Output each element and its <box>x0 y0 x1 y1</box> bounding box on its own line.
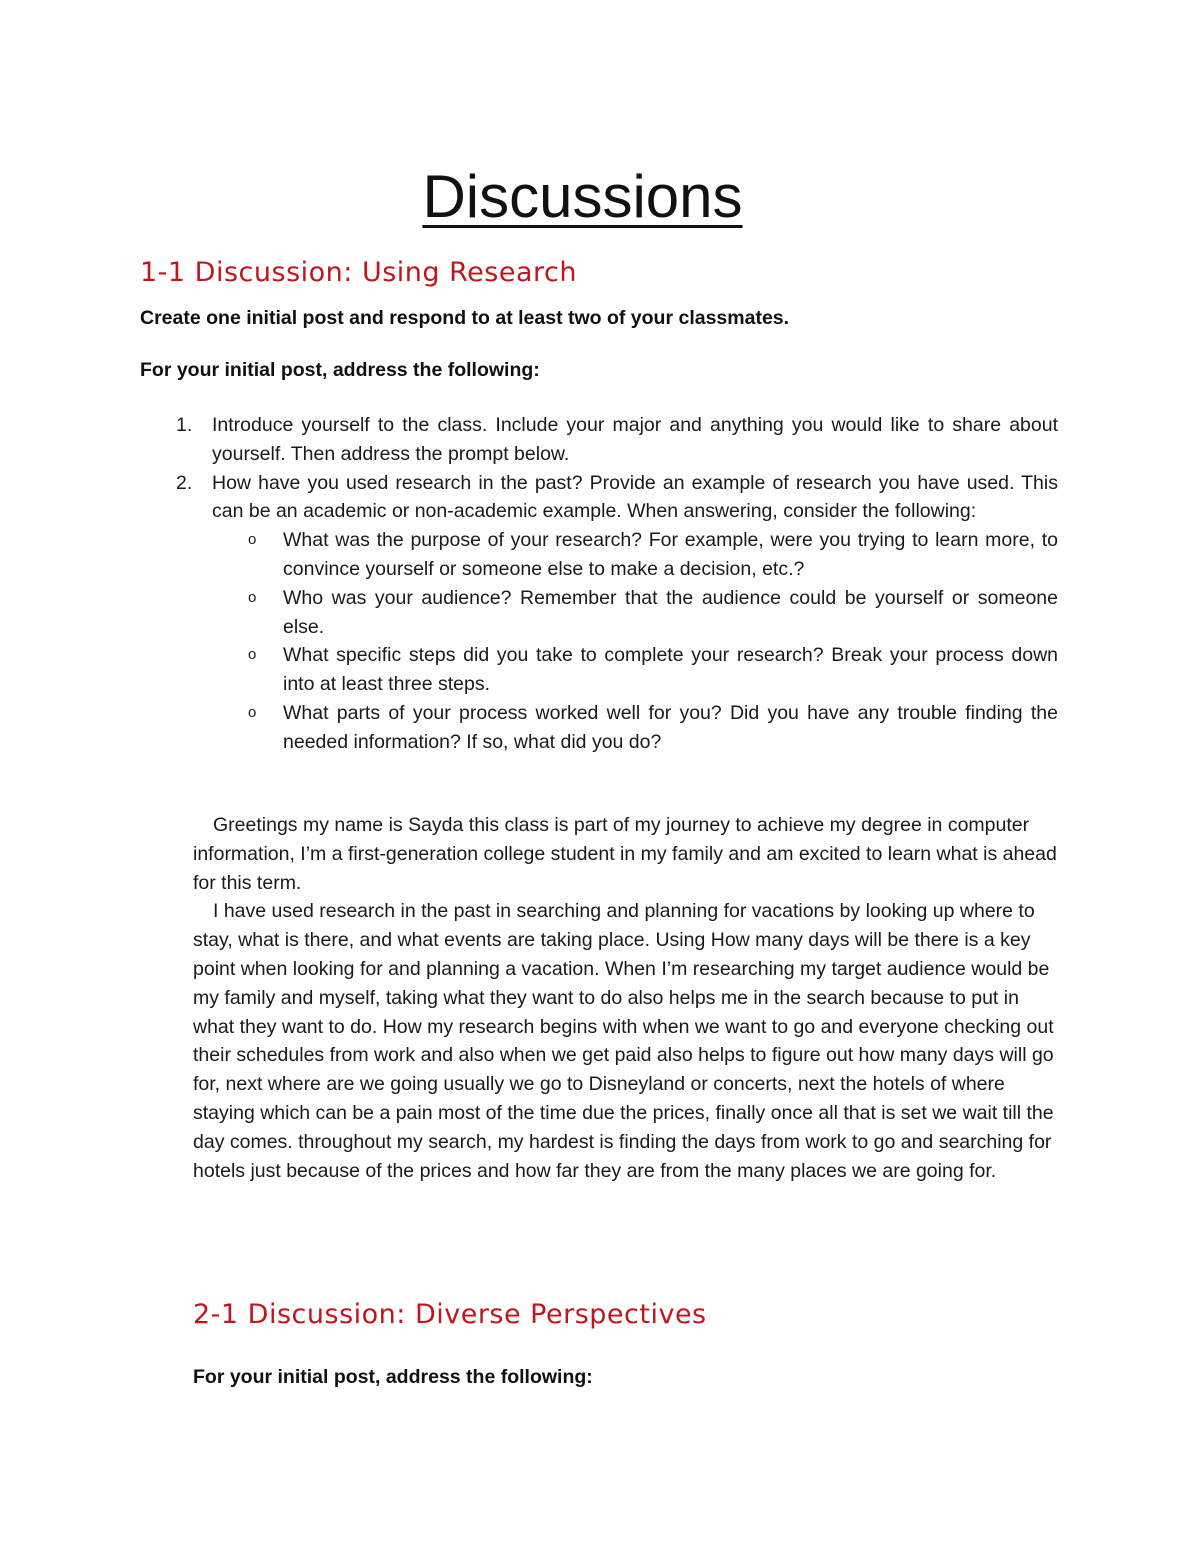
list-item <box>140 411 1058 469</box>
sub-item-text: What was the purpose of your research? For example, were you trying to learn more, to convince yourself or someone else to make a decision, etc.? <box>283 529 1058 580</box>
circle-bullet-icon: o <box>248 703 257 721</box>
sub-item-text: What parts of your process worked well for you? Did you have any trouble finding the needed information? If so, what did you do? <box>283 701 1058 753</box>
sub-list-item <box>212 641 1058 699</box>
circle-bullet-icon: o <box>248 646 257 664</box>
section-2-intro: For your initial post, address the following: <box>193 1366 593 1388</box>
sub-list-item <box>212 584 1058 642</box>
prompt-list <box>140 411 1058 757</box>
list-item <box>140 469 1058 757</box>
list-marker: 2. <box>176 471 193 494</box>
sub-item-text: What specific steps did you take to complete your research? Break your process down into at least three steps. <box>283 644 1058 696</box>
sub-list <box>212 526 1058 756</box>
sub-item-text: Who was your audience? Remember that the audience could be yourself or someone else. <box>283 586 1058 638</box>
list-item-text: Introduce yourself to the class. Include your major and anything you would like to share about yourself. Then address the prompt below. <box>212 414 1058 465</box>
response-paragraph: I have used research in the past in searching and planning for vacations by looking up where to stay, what is there, and what events are taking place. Using How many days will be there is a key point when looking for and planning a vacation. When I’m researching my target audience would be my family and myself, taking what they want to do also helps me in the search because to put in what they want to do. How my research begins with when we want to go and everyone checking out their schedules from work and also when we get paid also helps to figure out how many days will go for, next where are we going usually we go to Disneyland or concerts, next the hotels of where staying which can be a pain most of the time due the prices, finally once all that is set we wait till the day comes. throughout my search, my hardest is finding the days from work to go and searching for hotels just because of the prices and how far they are from the many places we are going for. <box>193 900 1054 1182</box>
sub-list-item <box>212 699 1058 757</box>
list-item-text: How have you used research in the past? Provide an example of research you have used. This can be an academic or non-academic example. When answering, consider the following: <box>212 471 1058 523</box>
section-2-heading: 2-1 Discussion: Diverse Perspectives <box>193 1299 707 1330</box>
list-marker: 1. <box>176 414 193 436</box>
response-paragraph: Greetings my name is Sayda this class is part of my journey to achieve my degree in computer information, I’m a first-generation college student in my family and am excited to learn what is ahead for this term. <box>193 814 1057 894</box>
student-response <box>193 811 1061 1185</box>
sub-list-item <box>212 526 1058 584</box>
document-title: Discussions <box>422 163 743 230</box>
section-1-intro: For your initial post, address the following: <box>140 359 540 381</box>
circle-bullet-icon: o <box>248 588 257 606</box>
section-1-heading: 1-1 Discussion: Using Research <box>140 257 577 288</box>
section-1-instruction: Create one initial post and respond to at least two of your classmates. <box>140 307 790 329</box>
circle-bullet-icon: o <box>248 531 257 549</box>
